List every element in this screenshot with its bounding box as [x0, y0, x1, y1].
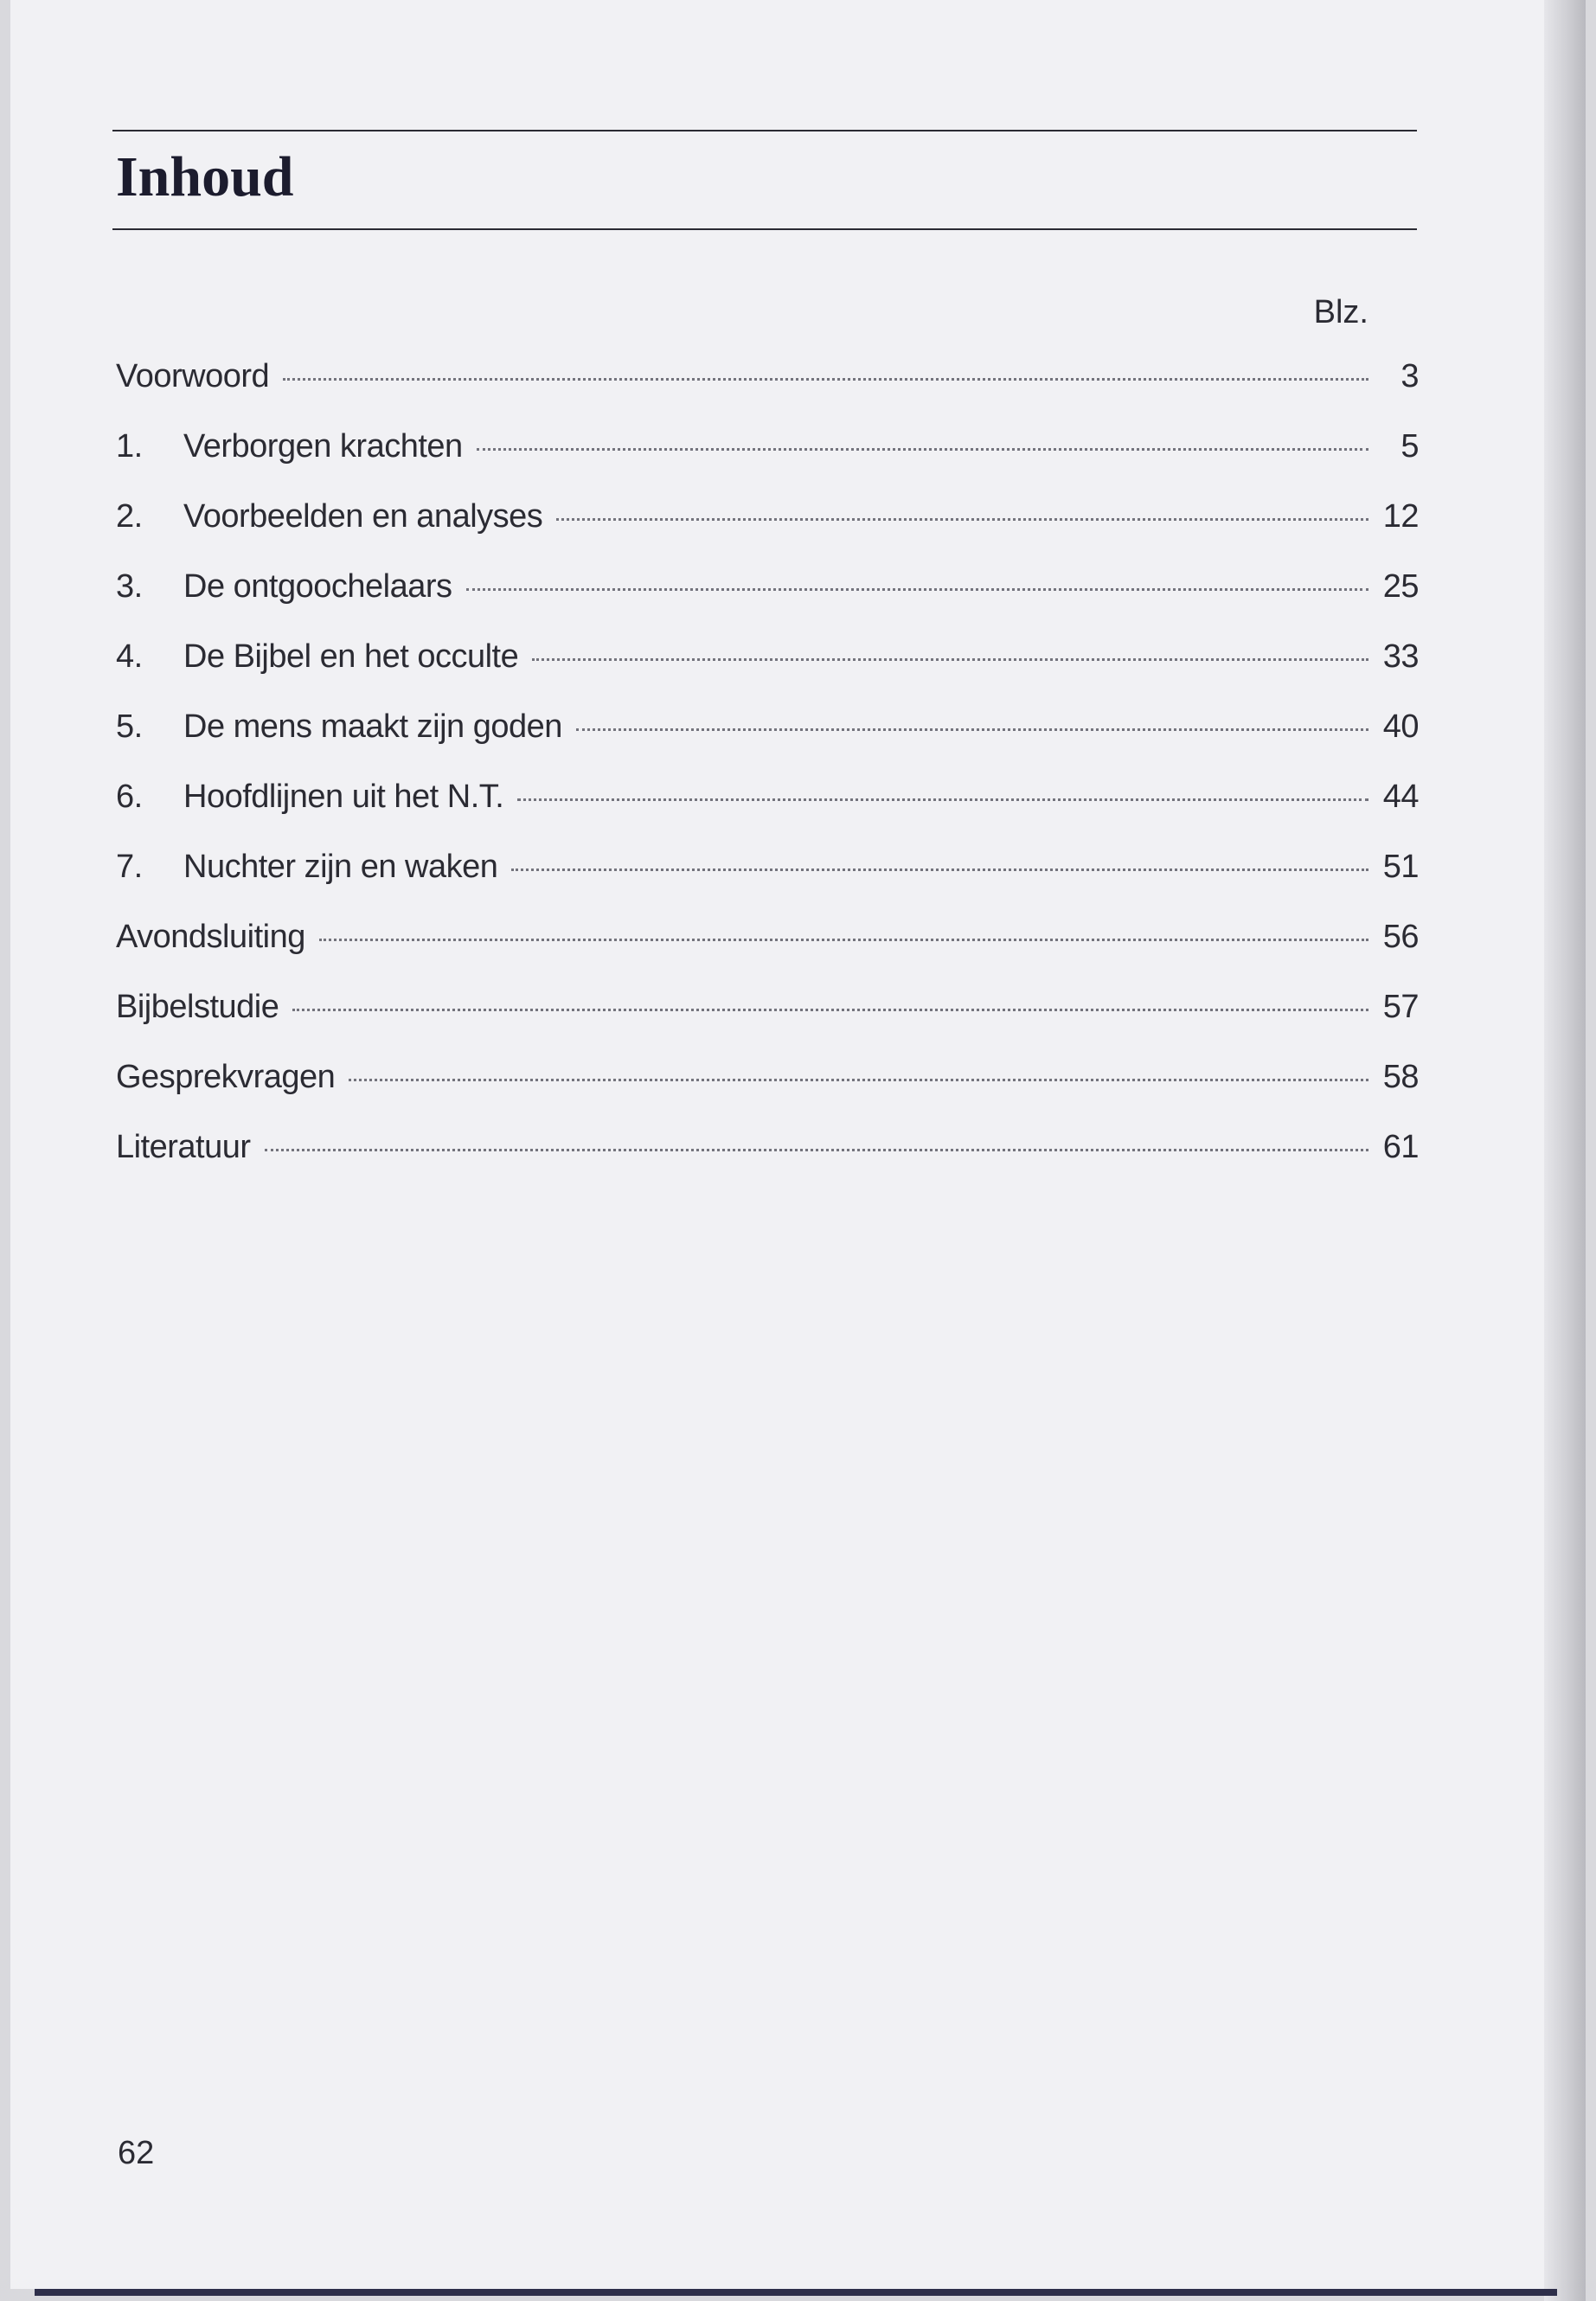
toc-entry — [116, 1129, 1419, 1199]
toc-entry — [116, 989, 1419, 1059]
toc-entry-page: 5 — [1401, 428, 1419, 465]
document-page — [10, 0, 1559, 2289]
toc-entry-label: Verborgen krachten — [183, 428, 463, 465]
toc-entry-page: 40 — [1382, 708, 1419, 745]
dot-leader — [556, 518, 1368, 521]
page-edge-shadow — [1544, 0, 1586, 2301]
toc-entry — [116, 428, 1419, 498]
toc-entry-page: 61 — [1382, 1129, 1419, 1165]
toc-entry-label: Nuchter zijn en waken — [183, 849, 498, 885]
dot-leader — [576, 728, 1368, 731]
table-of-contents — [116, 358, 1419, 1199]
toc-entry — [116, 498, 1419, 568]
toc-entry-page: 56 — [1382, 919, 1419, 955]
toc-entry — [116, 568, 1419, 638]
dot-leader — [265, 1149, 1368, 1151]
toc-entry-label: Bijbelstudie — [116, 989, 279, 1025]
toc-entry-page: 51 — [1382, 849, 1419, 885]
dot-leader — [319, 939, 1368, 941]
toc-entry-label: Voorbeelden en analyses — [183, 498, 543, 535]
toc-entry-page: 58 — [1382, 1059, 1419, 1095]
toc-entry-label: Gesprekvragen — [116, 1059, 336, 1095]
toc-entry-label: De ontgoochelaars — [183, 568, 452, 605]
toc-entry — [116, 638, 1419, 708]
toc-entry-label: Hoofdlijnen uit het N.T. — [183, 779, 504, 815]
dot-leader — [466, 588, 1369, 591]
toc-entry — [116, 849, 1419, 919]
toc-entry — [116, 919, 1419, 989]
toc-entry-number: 1. — [116, 428, 143, 465]
title-underline-rule — [112, 228, 1417, 230]
toc-entry — [116, 358, 1419, 428]
toc-entry-page: 33 — [1382, 638, 1419, 675]
toc-entry — [116, 1059, 1419, 1129]
bottom-edge-strip — [35, 2289, 1557, 2296]
top-rule — [112, 130, 1417, 131]
toc-entry — [116, 708, 1419, 779]
toc-entry-number: 3. — [116, 568, 143, 605]
page-title: Inhoud — [116, 145, 294, 208]
toc-entry-number: 5. — [116, 708, 143, 745]
dot-leader — [283, 378, 1368, 381]
toc-entry-page: 3 — [1401, 358, 1419, 394]
toc-entry-label: Voorwoord — [116, 358, 270, 394]
toc-entry-page: 57 — [1382, 989, 1419, 1025]
toc-entry-number: 4. — [116, 638, 143, 675]
toc-entry-number: 7. — [116, 849, 143, 885]
toc-entry-number: 6. — [116, 779, 143, 815]
toc-entry-label: Literatuur — [116, 1129, 251, 1165]
dot-leader — [292, 1009, 1368, 1011]
toc-entry-number: 2. — [116, 498, 143, 535]
dot-leader — [349, 1079, 1368, 1081]
dot-leader — [532, 658, 1368, 661]
page-column-label: Blz. — [1313, 294, 1368, 330]
dot-leader — [477, 448, 1368, 451]
toc-entry-label: De Bijbel en het occulte — [183, 638, 519, 675]
toc-entry-page: 12 — [1382, 498, 1419, 535]
toc-entry — [116, 779, 1419, 849]
dot-leader — [511, 868, 1368, 871]
toc-entry-page: 25 — [1382, 568, 1419, 605]
toc-entry-label: De mens maakt zijn goden — [183, 708, 562, 745]
toc-entry-label: Avondsluiting — [116, 919, 305, 955]
dot-leader — [517, 798, 1368, 801]
page-number: 62 — [118, 2135, 155, 2171]
toc-entry-page: 44 — [1382, 779, 1419, 815]
